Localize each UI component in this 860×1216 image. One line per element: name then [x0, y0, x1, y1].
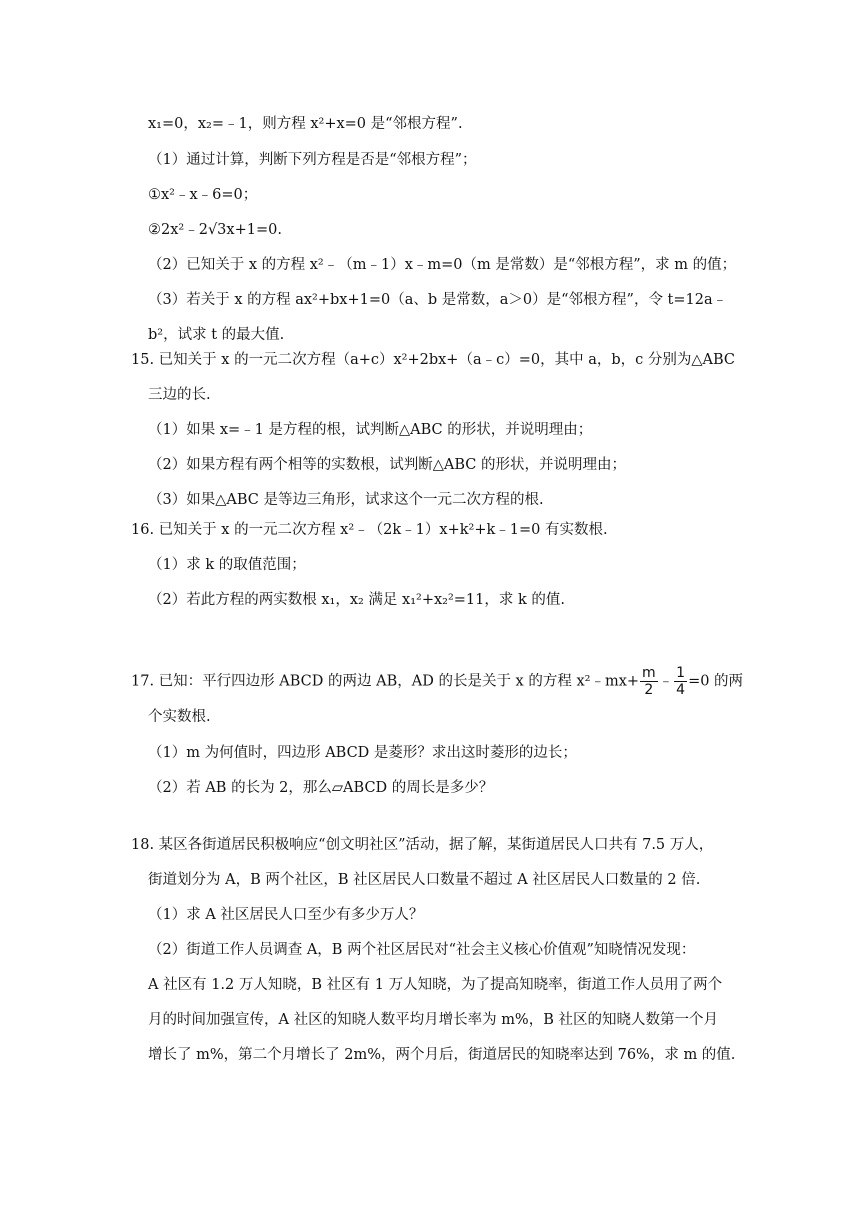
text-line-l2: （1）通过计算，判断下列方程是否是“邻根方程”； — [148, 152, 477, 168]
fraction-1-over-4 — [674, 665, 687, 698]
question-17-stem — [131, 665, 743, 698]
fraction-numerator: m — [642, 665, 656, 681]
text-line-l3: ①x²﹣x﹣6=0； — [148, 187, 258, 203]
q17-text-before: 17. 已知：平行四边形 ABCD 的两边 AB，AD 的长是关于 x 的方程 x²﹣mx+ — [131, 673, 640, 690]
text-line-l17: 个实数根. — [148, 709, 211, 725]
text-line-l18: （1）m 为何值时，四边形 ABCD 是菱形？求出这时菱形的边长； — [148, 745, 577, 761]
text-line-l6: （3）若关于 x 的方程 ax²+bx+1=0（a、b 是常数，a＞0）是“邻根方程”，令 t=12a﹣ — [148, 292, 728, 308]
text-line-l9: 三边的长. — [148, 387, 211, 403]
text-line-l13: 16. 已知关于 x 的一元二次方程 x²﹣（2k﹣1）x+k²+k﹣1=0 有实数根. — [131, 522, 608, 538]
text-line-l20: 18. 某区各街道居民积极响应“创文明社区”活动，据了解，某街道居民人口共有 7.5 万人， — [131, 837, 714, 853]
text-line-l8: 15. 已知关于 x 的一元二次方程（a+c）x²+2bx+（a﹣c）=0，其中 a，b，c 分别为△ABC — [131, 352, 735, 368]
fraction-denominator: 4 — [676, 682, 686, 698]
fraction-denominator: 2 — [644, 682, 654, 698]
text-line-l22: （1）求 A 社区居民人口至少有多少万人？ — [148, 907, 424, 923]
text-line-l7: b²，试求 t 的最大值. — [148, 327, 285, 343]
text-line-l21: 街道划分为 A，B 两个社区，B 社区居民人口数量不超过 A 社区居民人口数量的 2 倍. — [148, 872, 701, 888]
text-line-l23: （2）街道工作人员调查 A，B 两个社区居民对“社会主义核心价值观”知晓情况发现： — [148, 942, 696, 958]
text-line-l4: ②2x²﹣2√3x+1=0. — [148, 222, 282, 238]
text-line-l5: （2）已知关于 x 的方程 x²﹣（m﹣1）x﹣m=0（m 是常数）是“邻根方程”，求 m 的值； — [148, 257, 737, 273]
text-line-l26: 增长了 m%，第二个月增长了 2m%，两个月后，街道居民的知晓率达到 76%，求 m 的值. — [148, 1047, 736, 1063]
fraction-numerator: 1 — [676, 665, 686, 681]
text-line-l10: （1）如果 x=﹣1 是方程的根，试判断△ABC 的形状，并说明理由； — [148, 422, 593, 438]
text-line-l12: （3）如果△ABC 是等边三角形，试求这个一元二次方程的根. — [148, 492, 544, 508]
text-line-l24: A 社区有 1.2 万人知晓，B 社区有 1 万人知晓，为了提高知晓率，街道工作人员用了两个 — [148, 977, 723, 993]
text-line-l14: （1）求 k 的取值范围； — [148, 557, 306, 573]
q17-minus: ﹣ — [658, 673, 674, 690]
q17-text-after: =0 的两 — [688, 673, 744, 690]
text-line-l11: （2）如果方程有两个相等的实数根，试判断△ABC 的形状，并说明理由； — [148, 457, 626, 473]
text-line-l19: （2）若 AB 的长为 2，那么▱ABCD 的周长是多少？ — [148, 780, 494, 796]
text-line-l25: 月的时间加强宣传，A 社区的知晓人数平均月增长率为 m%，B 社区的知晓人数第一个月 — [148, 1012, 718, 1028]
text-line-l1: x₁=0，x₂=﹣1，则方程 x²+x=0 是“邻根方程”. — [148, 116, 463, 132]
text-line-l15: （2）若此方程的两实数根 x₁，x₂ 满足 x₁²+x₂²=11，求 k 的值. — [148, 592, 566, 608]
fraction-m-over-2 — [640, 665, 658, 698]
